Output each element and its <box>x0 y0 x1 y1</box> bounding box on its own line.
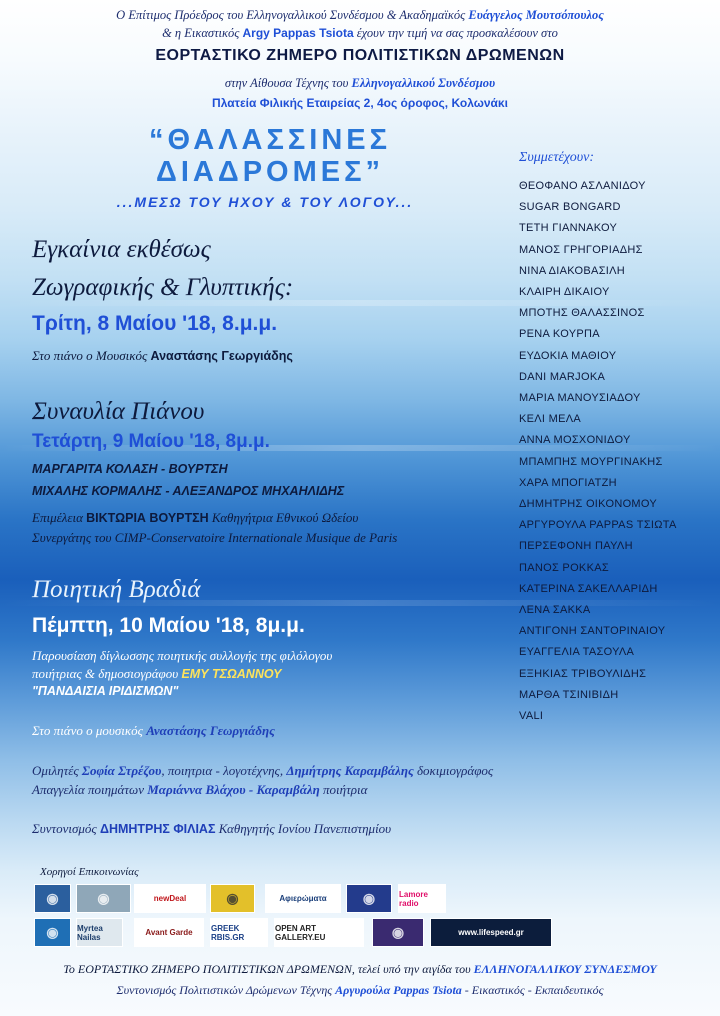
purple-logo: ◉ <box>372 918 424 947</box>
header-text: Ο Επίτιμος Πρόεδρος του Ελληνογαλλικού Συνδέσμου & Ακαδημαϊκός <box>116 8 469 22</box>
sponsor-logo-text: newDeal <box>153 894 187 903</box>
curator-role: Καθηγήτρια Εθνικού Ωδείου <box>208 510 359 525</box>
participant-name: SUGAR BONGARD <box>519 201 621 214</box>
participant-name: ΚΛΑΙΡΗ ΔΙΚΑΙΟΥ <box>519 286 610 298</box>
sponsor-logo-text: OPEN ART GALLERY.EU <box>275 923 326 942</box>
event2-curator <box>32 510 358 526</box>
main-title-line-1: “ΘΑΛΑΣΣΙΝΕΣ <box>148 124 392 156</box>
yellow-logo: ◉ <box>210 884 255 913</box>
coord-text: Συντονισμός <box>32 821 100 836</box>
sponsors-label: Χορηγοί Επικοινωνίας <box>40 866 139 878</box>
radio-logo <box>398 884 446 913</box>
curator-name: ΒΙΚΤΩΡΙΑ ΒΟΥΡΤΣΗ <box>86 511 209 525</box>
participant-name: ΑΝΤΙΓΟΝΗ ΣΑΝΤΟΡΙΝΑΙΟΥ <box>519 625 666 638</box>
address: Πλατεία Φιλικής Εταιρείας 2, 4ος όροφος, Κολωνάκι <box>212 96 508 110</box>
sponsor-logo-text: GREEK RBIS.GR <box>211 923 245 942</box>
desc-text: ποιήτριας & δημοσιογράφου <box>32 666 182 681</box>
globe-logo: ◉ <box>34 884 71 913</box>
event1-date: Τρίτη, 8 Μαίου '18, 8.μ.μ. <box>32 312 278 335</box>
event3-coordination <box>32 821 391 837</box>
participant-name: ΚΕΛΙ ΜΕΛΑ <box>519 413 582 426</box>
event3-speakers <box>32 763 493 779</box>
participant-name: ΑΝΝΑ ΜΟΣΧΟΝΙΔΟΥ <box>519 434 631 447</box>
coordinator-role: Καθηγητής Ιονίου Πανεπιστημίου <box>215 821 392 836</box>
event2-date: Τετάρτη, 9 Μαίου '18, 8μ.μ. <box>32 431 270 452</box>
participant-name: ΘΕΟΦΑΝΟ ΑΣΛΑΝΙΔΟΥ <box>519 180 646 192</box>
participant-name: DANI MARJOKA <box>519 370 606 383</box>
participant-name: ΜΑΡΘΑ ΤΣΙΝΙΒΙΔΗ <box>519 688 619 701</box>
sponsor-logo-text: Myrtea Nailas <box>77 923 103 942</box>
event2-performers-2: ΜΙΧΑΛΗΣ ΚΟΡΜΑΛΗΣ - ΑΛΕΞΑΝΔΡΟΣ ΜΗΧΑΗΛΙΔΗΣ <box>32 484 345 498</box>
event3-date: Πέμπτη, 10 Μαίου '18, 8μ.μ. <box>32 614 305 637</box>
newdeal-logo <box>134 884 206 913</box>
header-line-1 <box>0 8 720 23</box>
footer-text: Το ΕΟΡΤΑΣΤΙΚΟ ΖΗΜΕΡΟ ΠΟΛΙΤΙΣΤΙΚΩΝ ΔΡΩΜΕΝΩΝ, τελεί υπό την αιγίδα του <box>63 962 474 976</box>
participant-name: ΜΑΝΟΣ ΓΡΗΓΟΡΙΑΔΗΣ <box>519 243 643 256</box>
afieromata-logo <box>265 884 341 913</box>
venue-name: Ελληνογαλλικού Συνδέσμου <box>351 76 496 90</box>
tv-logo: ◉ <box>346 884 392 913</box>
participant-name: ΚΑΤΕΡΙΝΑ ΣΑΚΕΛΛΑΡΙΔΗ <box>519 582 658 595</box>
participant-name: ΜΠΑΜΠΗΣ ΜΟΥΡΓΙΝΑΚΗΣ <box>519 455 663 468</box>
event2-heading: Συναυλία Πιάνου <box>32 398 205 425</box>
participant-name: ΕΥΔΟΚΙΑ ΜΑΘΙΟΥ <box>519 349 617 362</box>
mail-logo: ◉ <box>34 918 71 947</box>
footer-role: - Εικαστικός - Εκπαιδευτικός <box>461 983 604 997</box>
speakers-text: Ομιλητές <box>32 763 82 778</box>
pianist-name: Αναστάσης Γεωργιάδης <box>146 723 275 738</box>
event3-recitation <box>32 782 367 798</box>
participant-name: ΔΗΜΗΤΡΗΣ ΟΙΚΟΝΟΜΟΥ <box>519 498 658 510</box>
sponsor-logo-text: Αφιερώματα <box>279 894 327 903</box>
participants-label: Συμμετέχουν: <box>519 150 595 165</box>
main-title-line-2: ΔΙΑΔΡΟΜΕΣ” <box>156 156 384 188</box>
header-line-2 <box>0 26 720 41</box>
piano-text: Στο πιάνο ο μουσικός <box>32 723 147 738</box>
header-text: & η Εικαστικός <box>162 26 243 40</box>
main-subtitle: ...ΜΕΣΩ ΤΟΥ ΗΧΟΥ & ΤΟΥ ΛΟΓΟΥ... <box>116 194 414 210</box>
event2-performers-1: ΜΑΡΓΑΡΙΤΑ ΚΟΛΑΣΗ - ΒΟΥΡΤΣΗ <box>32 462 228 476</box>
participant-name: ΠΑΝΟΣ ΡΟΚΚΑΣ <box>519 561 609 574</box>
participant-name: ΜΑΡΙΑ ΜΑΝΟΥΣΙΑΔΟΥ <box>519 392 641 404</box>
sponsor-logo-text: Lamore radio <box>399 889 428 908</box>
speaker-2: Δημήτρης Καραμβάλης <box>286 763 414 778</box>
myrtea-logo <box>76 918 123 947</box>
piano-text: Στο πιάνο ο Μουσικός <box>32 348 151 363</box>
speaker-1: Σοφία Στρέζου <box>81 763 162 778</box>
openart-logo <box>274 918 364 947</box>
curator-text: Επιμέλεια <box>32 510 87 525</box>
header-text: έχουν την τιμή να σας προσκαλέσουν στο <box>353 26 558 40</box>
event3-book: "ΠΑΝΔΑΙΣΙΑ ΙΡΙΔΙΣΜΩΝ" <box>32 684 179 698</box>
event3-piano <box>32 723 275 739</box>
event1-heading-2: Ζωγραφικής & Γλυπτικής: <box>32 274 294 301</box>
reciter-name: Μαριάννα Βλάχου - Καραμβάλη <box>147 782 320 797</box>
participant-name: VALI <box>519 710 544 722</box>
participant-name: ΤΕΤΗ ΓΙΑΝΝΑΚΟΥ <box>519 222 618 235</box>
event3-desc-1: Παρουσίαση δίγλωσσης ποιητικής συλλογής της φιλόλογου <box>32 648 333 663</box>
header-name: Ευάγγελος Μουτσόπουλος <box>468 8 604 22</box>
participant-name: ΕΞΗΚΙΑΣ ΤΡΙΒΟΥΛΙΔΗΣ <box>519 667 647 680</box>
participant-name: ΠΕΡΣΕΦΟΝΗ ΠΑΥΛΗ <box>519 540 633 553</box>
footer-line-1 <box>0 962 720 977</box>
poet-name: ΕΜΥ ΤΣΩΑΝΝΟΥ <box>181 667 282 681</box>
speaker-2-role: δοκιμιογράφος <box>413 763 494 778</box>
event3-heading: Ποιητική Βραδιά <box>32 576 201 603</box>
participant-name: ΧΑΡΑ ΜΠΟΓΙΑΤΖΗ <box>519 476 617 489</box>
speaker-1-role: , ποιητρια - λογοτέχνης, <box>161 763 287 778</box>
header-name: Argy Pappas Tsiota <box>242 26 354 40</box>
footer-name: Αργυρούλα Pappas Tsiota <box>335 983 462 997</box>
greekorbis-logo <box>210 918 268 947</box>
footer-org: ΕΛΛΗΝΟΓΑΛΛΙΚΟΥ ΣΥΝΔΕΣΜΟΥ <box>473 962 657 976</box>
lifespeed-logo <box>430 918 552 947</box>
footer-line-2 <box>0 983 720 998</box>
footer-text: Συντονισμός Πολιτιστικών Δρώμενων Τέχνης <box>116 983 336 997</box>
reciter-role: ποιήτρια <box>319 782 368 797</box>
sponsor-logo-text: Avant Garde <box>145 928 193 937</box>
event1-heading-1: Εγκαίνια εκθέσως <box>32 236 211 263</box>
venue-text: στην Αίθουσα Τέχνης του <box>224 76 352 90</box>
participant-name: ΑΡΓΥΡΟΥΛΑ PAPPAS ΤΣΙΩΤΑ <box>519 519 677 532</box>
event2-collaborator: Συνεργάτης του CIMP-Conservatoire Internationale Musique de Paris <box>32 530 398 545</box>
avantgarde-logo <box>134 918 204 947</box>
venue-line <box>0 76 720 91</box>
participant-name: ΝΙΝΑ ΔΙΑΚΟΒΑΣΙΛΗ <box>519 264 626 277</box>
participant-name: ΛΕΝΑ ΣΑΚΚΑ <box>519 604 591 616</box>
participant-name: ΜΠΟΤΗΣ ΘΑΛΑΣΣΙΝΟΣ <box>519 307 645 320</box>
recitation-text: Απαγγελία ποιημάτων <box>32 782 148 797</box>
coordinator-name: ΔΗΜΗΤΡΗΣ ΦΙΛΙΑΣ <box>99 822 216 836</box>
art-logo: ◉ <box>76 884 131 913</box>
participant-name: ΕΥΑΓΓΕΛΙΑ ΤΑΣΟΥΛΑ <box>519 646 635 659</box>
pianist-name: Αναστάσης Γεωργιάδης <box>150 349 293 363</box>
event1-piano <box>32 348 293 364</box>
event-title: ΕΟΡΤΑΣΤΙΚΟ ΖΗΜΕΡΟ ΠΟΛΙΤΙΣΤΙΚΩΝ ΔΡΩΜΕΝΩΝ <box>155 47 565 64</box>
participant-name: ΡΕΝΑ ΚΟΥΡΠΑ <box>519 328 600 341</box>
sponsor-logo-text: www.lifespeed.gr <box>458 928 524 937</box>
event3-desc-2 <box>32 666 281 682</box>
